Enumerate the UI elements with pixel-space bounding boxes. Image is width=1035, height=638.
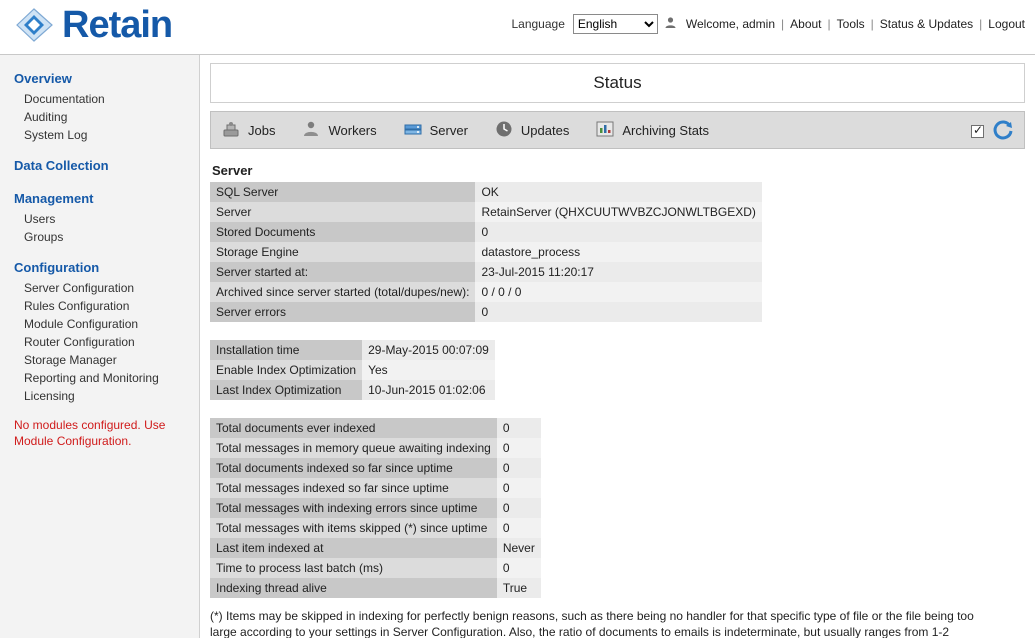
header-link-about[interactable]: About (790, 17, 822, 31)
sidebar-item-auditing[interactable]: Auditing (24, 110, 68, 124)
tab-server-label: Server (429, 122, 468, 138)
row-key: Total messages indexed so far since uptime (210, 478, 497, 498)
table-row (210, 518, 541, 538)
row-value: Yes (362, 360, 495, 380)
welcome-text: Welcome, admin (685, 17, 776, 31)
row-value: 0 (497, 438, 541, 458)
tab-jobs-label: Jobs (248, 122, 276, 138)
header-link-status-updates[interactable]: Status & Updates (879, 17, 974, 31)
row-value: OK (475, 182, 761, 202)
table-row (210, 478, 541, 498)
header-separator-3: | (870, 17, 874, 31)
user-icon (664, 16, 677, 32)
row-key: Server errors (210, 302, 475, 322)
server-icon (403, 119, 423, 142)
row-key: Indexing thread alive (210, 578, 497, 598)
header-link-logout[interactable]: Logout (988, 17, 1025, 31)
app-header (0, 0, 1035, 55)
row-value: RetainServer (QHXCUUTWVBZCJONWLTBGEXD) (475, 202, 761, 222)
table-row (210, 340, 495, 360)
header-link-tools[interactable]: Tools (836, 17, 865, 31)
archiving-stats-icon (595, 119, 615, 142)
updates-icon (494, 119, 514, 142)
row-value: Never (497, 538, 541, 558)
main-content (200, 55, 1035, 638)
table-row (210, 380, 495, 400)
table-row (210, 302, 762, 322)
row-key: Total messages with indexing errors since uptime (210, 498, 497, 518)
row-value: 0 (475, 302, 761, 322)
sidebar-item-users[interactable]: Users (24, 212, 56, 226)
row-value: 0 (497, 478, 541, 498)
row-value: 23-Jul-2015 11:20:17 (475, 262, 761, 282)
sidebar-item-module-configuration[interactable]: Module Configuration (24, 317, 139, 331)
sidebar-group-management[interactable]: Management (14, 191, 94, 206)
table-row (210, 262, 762, 282)
row-key: Time to process last batch (ms) (210, 558, 497, 578)
row-value: datastore_process (475, 242, 761, 262)
table-row (210, 418, 541, 438)
row-key: Total documents ever indexed (210, 418, 497, 438)
toolbar-right-controls (971, 112, 1014, 150)
indexing-info-table (210, 418, 541, 598)
tab-updates-label: Updates (520, 122, 570, 138)
table-row (210, 182, 762, 202)
server-info-table (210, 182, 762, 322)
sidebar-group-data-collection[interactable]: Data Collection (14, 158, 109, 173)
sidebar-item-rules-configuration[interactable]: Rules Configuration (24, 299, 130, 313)
header-separator-1: | (781, 17, 785, 31)
status-toolbar (210, 111, 1025, 149)
sidebar-item-system-log[interactable]: System Log (24, 128, 88, 142)
row-key: Last Index Optimization (210, 380, 362, 400)
tab-workers-label: Workers (328, 122, 377, 138)
row-value: 0 (475, 222, 761, 242)
sidebar-item-groups[interactable]: Groups (24, 230, 64, 244)
row-key: Server started at: (210, 262, 475, 282)
row-key: Total messages in memory queue awaiting indexing (210, 438, 497, 458)
table-row (210, 202, 762, 222)
row-key: Total documents indexed so far since uptime (210, 458, 497, 478)
table-row (210, 438, 541, 458)
row-key: SQL Server (210, 182, 475, 202)
workers-icon (301, 119, 321, 142)
retain-logo-icon (14, 5, 56, 45)
installation-info-table (210, 340, 495, 400)
row-key: Total messages with items skipped (*) since uptime (210, 518, 497, 538)
row-key: Server (210, 202, 475, 222)
table-row (210, 538, 541, 558)
sidebar (0, 55, 200, 638)
tab-jobs[interactable] (221, 119, 275, 142)
sidebar-item-reporting-and-monitoring[interactable]: Reporting and Monitoring (24, 371, 159, 385)
app-logo-text: Retain (62, 4, 173, 46)
sidebar-item-documentation[interactable]: Documentation (24, 92, 105, 106)
auto-refresh-checkbox[interactable] (971, 125, 984, 138)
row-value: 0 (497, 418, 541, 438)
tab-server[interactable] (403, 119, 468, 142)
table-row (210, 498, 541, 518)
row-value: 10-Jun-2015 01:02:06 (362, 380, 495, 400)
sidebar-item-server-configuration[interactable]: Server Configuration (24, 281, 135, 295)
header-links (511, 14, 1025, 34)
row-value: 0 (497, 558, 541, 578)
row-value: 0 (497, 498, 541, 518)
row-key: Archived since server started (total/dupes/new): (210, 282, 475, 302)
row-value: True (497, 578, 541, 598)
page-title: Status (210, 63, 1025, 103)
sidebar-item-storage-manager[interactable]: Storage Manager (24, 353, 117, 367)
language-select[interactable] (573, 14, 658, 34)
jobs-icon (221, 119, 241, 142)
tab-archiving-stats-label: Archiving Stats (622, 122, 710, 138)
sidebar-group-overview[interactable]: Overview (14, 71, 72, 86)
indexing-footnote: (*) Items may be skipped in indexing for perfectly benign reasons, such as there being no handler for that specific type of file or the file being too large according to your settings in Server Configuration. Also, the ratio of documents to emails is indeterminate, but usually ranges from 1-2 (210, 609, 974, 638)
sidebar-item-router-configuration[interactable]: Router Configuration (24, 335, 135, 349)
sidebar-warning-message: No modules configured. Use Module Configuration. (14, 418, 166, 448)
tab-updates[interactable] (494, 119, 569, 142)
row-key: Installation time (210, 340, 362, 360)
table-row (210, 222, 762, 242)
header-separator-4: | (979, 17, 983, 31)
row-value: 29-May-2015 00:07:09 (362, 340, 495, 360)
table-row (210, 242, 762, 262)
table-row (210, 578, 541, 598)
sidebar-item-licensing[interactable]: Licensing (24, 389, 75, 403)
row-key: Stored Documents (210, 222, 475, 242)
tab-workers[interactable] (301, 119, 376, 142)
body-wrapper (0, 55, 1035, 638)
table-row (210, 558, 541, 578)
row-key: Storage Engine (210, 242, 475, 262)
sidebar-group-configuration[interactable]: Configuration (14, 260, 100, 275)
table-row (210, 282, 762, 302)
app-logo[interactable] (14, 5, 172, 45)
refresh-icon[interactable] (992, 119, 1014, 144)
row-value: 0 / 0 / 0 (475, 282, 761, 302)
tab-archiving-stats[interactable] (595, 119, 709, 142)
row-key: Enable Index Optimization (210, 360, 362, 380)
table-row (210, 360, 495, 380)
row-key: Last item indexed at (210, 538, 497, 558)
server-section-title: Server (212, 163, 253, 178)
table-row (210, 458, 541, 478)
language-label: Language (511, 17, 565, 31)
row-value: 0 (497, 458, 541, 478)
row-value: 0 (497, 518, 541, 538)
header-separator-2: | (827, 17, 831, 31)
